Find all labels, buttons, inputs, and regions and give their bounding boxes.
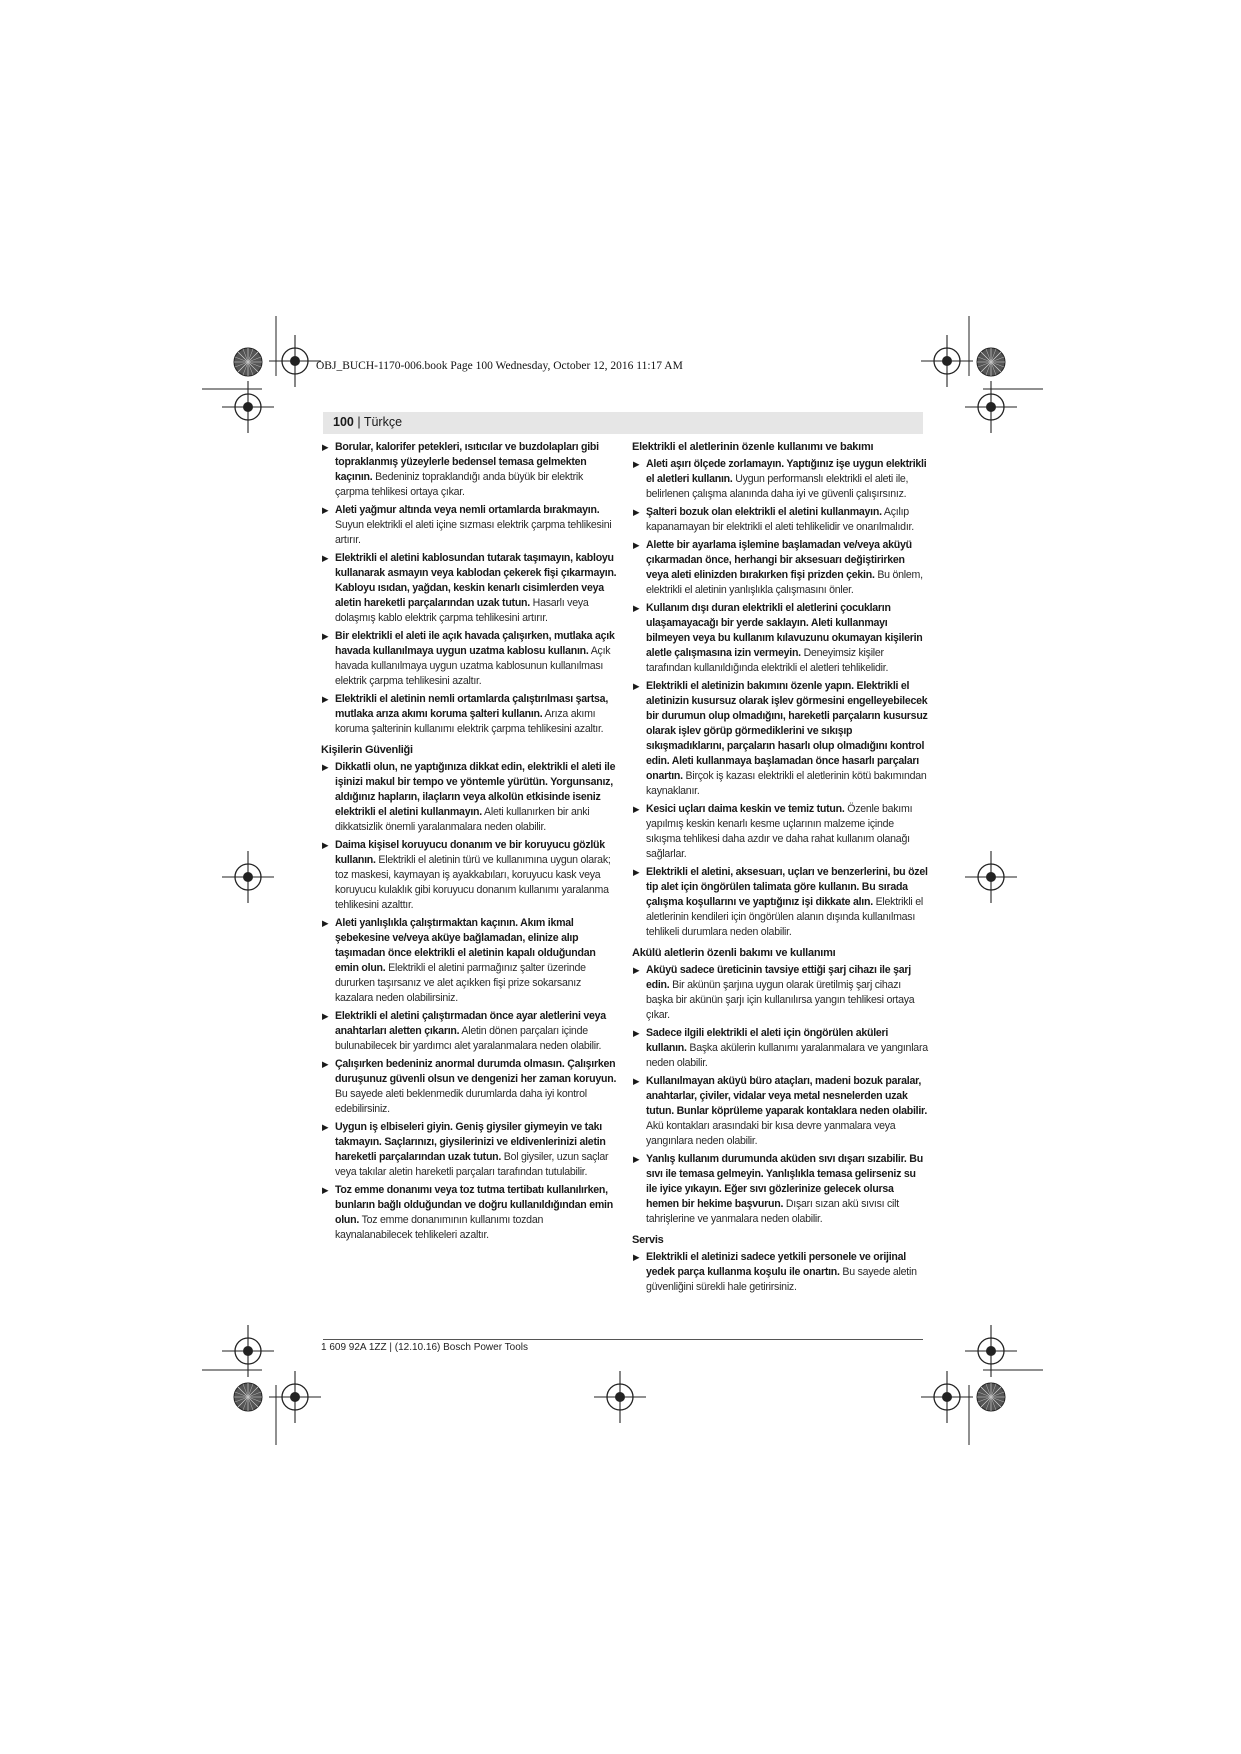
section-heading: Kişilerin Güvenliği (321, 744, 413, 756)
bullet-normal-text: Bol giysiler, uzun saçlar veya takılar aletin hareketli parçaları tarafından tutulabilir. (335, 1151, 609, 1178)
section-heading: Elektrikli el aletlerinin özenle kullanımı ve bakımı (632, 441, 874, 453)
right-column (632, 440, 928, 1298)
bullet-bold-text: Aleti aşırı ölçede zorlamayın. Yaptığınız işe uygun elektrikli el aletleri kullanın. (646, 458, 927, 485)
bullet-normal-text: Elektrikli el aletlerinin kendileri için öngörülen alanın dışında kullanılması tehlikeli durumlara neden olabilir. (646, 896, 923, 938)
bullet-normal-text: Elektrikli el aletinin türü ve kullanımına uygun olarak; toz maskesi, kaymayan iş ayakkabıları, koruyucu kask veya koruyucu kulaklık gibi koruyucu donanım kullanımı yaralanma tehlikesini azalttır. (335, 854, 611, 911)
bullet-bold-text: Elektrikli el aletinizi sadece yetkili personele ve orijinal yedek parça kullanma koşulu ile onartın. (646, 1251, 906, 1278)
bullet-bold-text: Toz emme donanımı veya toz tutma tertibatı kullanılırken, bunların bağlı olduğundan ve doğru kullanıldığından emin olun. (335, 1184, 613, 1226)
bullet-bold-text: Bir elektrikli el aleti ile açık havada çalışırken, mutlaka açık havada kullanılmaya uygun uzatma kablosu kullanın. (335, 630, 615, 657)
bullet-normal-text: Aleti kullanırken bir anki dikkatsizlik önemli yaralanmalara neden olabilir. (335, 806, 590, 833)
bullet-normal-text: Uygun performanslı elektrikli el aleti ile, belirlenen çalışma alanında daha iyi ve güvenli çalışırsınız. (646, 473, 909, 500)
bullet-item (321, 692, 617, 737)
bullet-normal-text: Arıza akımı koruma şalterinin kullanımı elektrik çarpma tehlikesini azaltır. (335, 708, 604, 735)
bullet-bold-text: Kullanılmayan aküyü büro ataçları, madeni bozuk paralar, anahtarlar, çiviler, vidalar veya metal nesnelerden uzak tutun. Bunlar köprüleme yaparak kontaklara neden olabilir. (646, 1075, 928, 1117)
bullet-item (321, 1183, 617, 1243)
page-number: 100 (333, 415, 354, 429)
bullet-item (632, 505, 928, 535)
bullet-item (321, 838, 617, 913)
bullet-normal-text: Suyun elektrikli el aleti içine sızması elektrik çarpma tehlikesini artırır. (335, 519, 612, 546)
bullet-normal-text: Başka akülerin kullanımı yaralanmalara ve yangınlara neden olabilir. (646, 1042, 928, 1069)
bullet-normal-text: Özenle bakımı yapılmış keskin kenarlı kesme uçlarının malzeme içinde sıkışma tehlikesi daha azdır ve daha rahat kullanım olanağı sağlarlar. (646, 803, 913, 860)
bullet-bold-text: Kesici uçları daima keskin ve temiz tutun. (646, 803, 845, 815)
bullet-bold-text: Aküyü sadece üreticinin tavsiye ettiği şarj cihazı ile şarj edin. (646, 964, 911, 991)
footer-rule (323, 1339, 923, 1340)
bullet-normal-text: Akü kontakları arasındaki bir kısa devre yanmalara veya yangınlara neden olabilir. (646, 1120, 896, 1147)
page-header (323, 412, 923, 434)
bullet-normal-text: Bu sayede aleti beklenmedik durumlarda daha iyi kontrol edebilirsiniz. (335, 1088, 587, 1115)
bullet-normal-text: Deneyimsiz kişiler tarafından kullanıldığında elektrikli el aletleri tehlikelidir. (646, 647, 889, 674)
bullet-item (321, 1057, 617, 1117)
bullet-bold-text: Aleti yağmur altında veya nemli ortamlarda bırakmayın. (335, 504, 600, 516)
bullet-bold-text: Elektrikli el aletini, aksesuarı, uçları ve benzerlerini, bu özel tip alet için öngörülen talimata göre kullanın. Bu sırada çalışma koşullarını ve yaptığınız işi dikkate alın. (646, 866, 928, 908)
bullet-bold-text: Elektrikli el aletinizin bakımını özenle yapın. Elektrikli el aletinizin kusursuz olarak işlev görmesini engelleyebilecek bir durumun olup olmadığını, hareketli parçaların kusursuz olarak işlev görüp görmediklerini ve sıkışıp sıkışmadıklarını, parçaların hasarlı olup olmadığını kontrol edin. Aleti kullanmaya başlamadan önce hasarlı parçaları onartın. (646, 680, 928, 782)
bullet-item (321, 629, 617, 689)
bullet-normal-text: Hasarlı veya dolaşmış kablo elektrik çarpma tehlikesini artırır. (335, 597, 589, 624)
bullet-normal-text: Birçok iş kazası elektrikli el aletlerinin kötü bakımından kaynaklanır. (646, 770, 927, 797)
bullet-bold-text: Daima kişisel koruyucu donanım ve bir koruyucu gözlük kullanın. (335, 839, 605, 866)
bullet-item (632, 538, 928, 598)
bullet-item (632, 679, 928, 799)
bullet-bold-text: Kullanım dışı duran elektrikli el aletlerini çocukların ulaşamayacağı bir yerde saklayın. Aleti kullanmayı bilmeyen veya bu kullanım kılavuzunu okumayan kişilerin aletle çalışmasına izin vermeyin. (646, 602, 923, 659)
bullet-item (632, 1026, 928, 1071)
bullet-item (321, 760, 617, 835)
bullet-item (321, 1009, 617, 1054)
page-footer: 1 609 92A 1ZZ | (12.10.16) Bosch Power Tools (321, 1342, 528, 1353)
bullet-bold-text: Borular, kalorifer petekleri, ısıtıcılar ve buzdolapları gibi topraklanmış yüzeylerle bedensel temasa gelmekten kaçının. (335, 441, 599, 483)
bullet-bold-text: Elektrikli el aletinin nemli ortamlarda çalıştırılması şartsa, mutlaka arıza akımı koruma şalteri kullanın. (335, 693, 609, 720)
bullet-bold-text: Elektrikli el aletini kablosundan tutarak taşımayın, kabloyu kullanarak asmayın veya kablodan çekerek fişi çıkarmayın. Kabloyu ısıdan, yağdan, keskin kenarlı cisimlerden veya aletin hareketli parçalarından uzak tutun. (335, 552, 617, 609)
bullet-item (321, 916, 617, 1006)
left-column (321, 440, 617, 1246)
bullet-normal-text: Bu sayede aletin güvenliğini sürekli hale getirirsiniz. (646, 1266, 917, 1293)
bullet-bold-text: Aleti yanlışlıkla çalıştırmaktan kaçının. Akım ikmal şebekesine ve/veya aküye bağlamadan, elinize alıp taşımadan önce elektrikli el aletinin kapalı olduğundan emin olun. (335, 917, 596, 974)
bullet-bold-text: Yanlış kullanım durumunda aküden sıvı dışarı sızabilir. Bu sıvı ile temasa gelmeyin. Yanlışlıkla temasa gelirseniz su ile iyice yıkayın. Eğer sıvı gözlerinize gelecek olursa hemen bir hekime başvurun. (646, 1153, 923, 1210)
section-heading: Akülü aletlerin özenli bakımı ve kullanımı (632, 947, 836, 959)
header-separator: | (353, 415, 364, 429)
bullet-item (632, 457, 928, 502)
bullet-bold-text: Elektrikli el aletini çalıştırmadan önce ayar aletlerini veya anahtarları aletten çıkarın. (335, 1010, 606, 1037)
bullet-item (632, 601, 928, 676)
bullet-bold-text: Uygun iş elbiseleri giyin. Geniş giysiler giymeyin ve takı takmayın. Saçlarınızı, giysilerinizi ve eldivenlerinizi aletin hareketli parçalarından uzak tutun. (335, 1121, 606, 1163)
bullet-item (632, 1152, 928, 1227)
bullet-bold-text: Şalteri bozuk olan elektrikli el aletini kullanmayın. (646, 506, 882, 518)
bullet-normal-text: Elektrikli el aletini parmağınız şalter üzerinde dururken taşırsanız ve alet açıkken fişi prize sokarsanız kazalara neden olabilirsiniz. (335, 962, 586, 1004)
header-text (333, 415, 402, 429)
bullet-item (632, 963, 928, 1023)
bullet-bold-text: Sadece ilgili elektrikli el aleti için öngörülen aküleri kullanın. (646, 1027, 889, 1054)
print-slug: OBJ_BUCH-1170-006.book Page 100 Wednesday, October 12, 2016 11:17 AM (316, 360, 683, 372)
bullet-item (632, 802, 928, 862)
bullet-item (321, 440, 617, 500)
bullet-normal-text: Bir akünün şarjına uygun olarak üretilmiş şarj cihazı başka bir akünün şarjı için kullanılırsa yangın tehlikesi ortaya çıkar. (646, 979, 915, 1021)
header-language: Türkçe (363, 415, 403, 429)
section-heading: Servis (632, 1234, 664, 1246)
bullet-normal-text: Dışarı sızan akü sıvısı cilt tahrişlerine ve yanmalara neden olabilir. (646, 1198, 899, 1225)
bullet-bold-text: Alette bir ayarlama işlemine başlamadan ve/veya aküyü çıkarmadan önce, herhangi bir aksesuarı değiştirirken veya aleti elinizden bırakırken fişi prizden çekin. (646, 539, 912, 581)
bullet-normal-text: Bu önlem, elektrikli el aletinin yanlışlıkla çalışmasını önler. (646, 569, 923, 596)
bullet-normal-text: Toz emme donanımının kullanımı tozdan kaynalanabilecek tehlikeleri azaltır. (335, 1214, 544, 1241)
bullet-item (321, 551, 617, 626)
bullet-bold-text: Çalışırken bedeniniz anormal durumda olmasın. Çalışırken duruşunuz güvenli olsun ve dengenizi her zaman koruyun. (335, 1058, 617, 1085)
bullet-item (632, 1250, 928, 1295)
bullet-item (321, 503, 617, 548)
bullet-normal-text: Bedeniniz topraklandığı anda büyük bir elektrik çarpma tehlikesi ortaya çıkar. (335, 471, 584, 498)
bullet-item (632, 865, 928, 940)
bullet-normal-text: Açılıp kapanamayan bir elektrikli el aleti tehlikelidir ve onarılmalıdır. (646, 506, 914, 533)
bullet-bold-text: Dikkatli olun, ne yaptığınıza dikkat edin, elektrikli el aleti ile işinizi makul bir tempo ve yöntemle yürütün. Yorgunsanız, aldığınız hapların, ilaçların veya alkolün etkisinde iseniz elektrikli el aletini kullanmayın. (335, 761, 616, 818)
bullet-item (321, 1120, 617, 1180)
bullet-normal-text: Aletin dönen parçaları içinde bulunabilecek bir yardımcı alet yaralanmalara neden olabilir. (335, 1025, 602, 1052)
bullet-normal-text: Açık havada kullanılmaya uygun uzatma kablosunun kullanılması elektrik çarpma tehlikesini azaltır. (335, 645, 611, 687)
bullet-item (632, 1074, 928, 1149)
